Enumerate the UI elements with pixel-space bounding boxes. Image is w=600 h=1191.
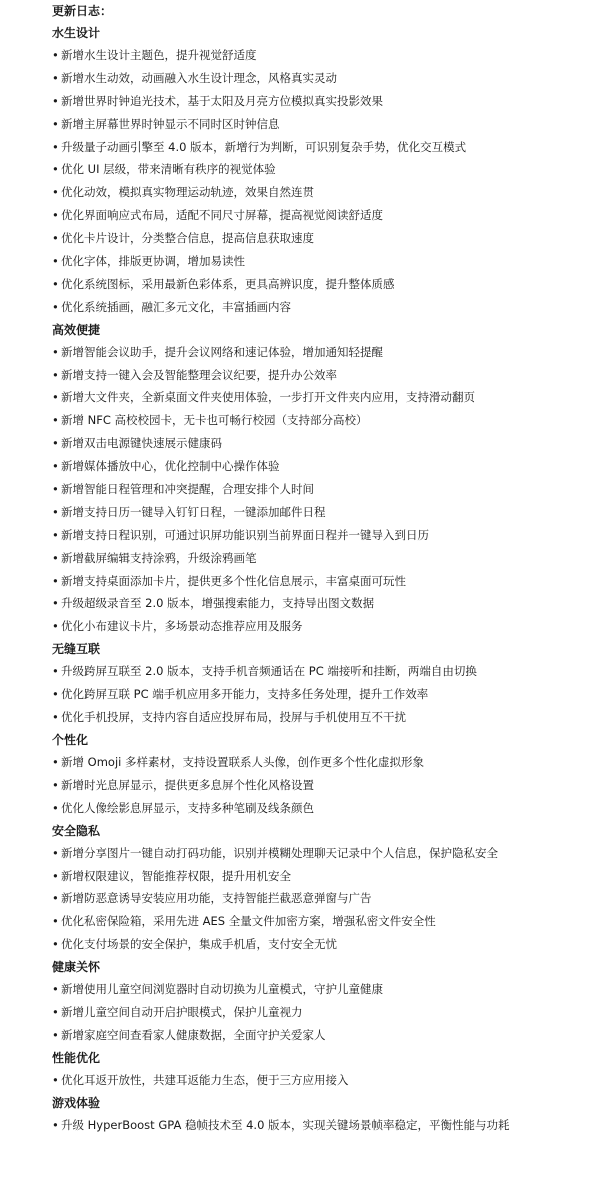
bullet-dot: • [52,800,59,815]
changelog-section [52,729,598,820]
changelog-document [52,0,598,1137]
list-item-text: 优化动效，模拟真实物理运动轨迹，效果自然连贯 [61,185,314,200]
list-item [52,592,598,615]
list-item [52,478,598,501]
bullet-dot: • [52,504,59,519]
section-heading: 高效便捷 [52,322,101,337]
list-item [52,181,598,204]
list-item [52,113,598,136]
list-item-text: 优化人像绘影息屏显示，支持多种笔刷及线条颜色 [61,800,314,815]
bullet-dot: • [52,868,59,883]
list-item-text: 升级 HyperBoost GPA 稳帧技术至 4.0 版本，实现关键场景帧率稳定，平衡性能与功耗 [61,1117,510,1132]
list-item-text: 优化私密保险箱，采用先进 AES 全量文件加密方案，增强私密文件安全性 [61,914,436,929]
list-item-text: 新增支持日程识别，可通过识屏功能识别当前界面日程并一键导入到日历 [61,527,429,542]
section-heading: 水生设计 [52,26,101,40]
list-item-text: 新增双击电源键快速展示健康码 [61,436,222,451]
list-item [52,683,598,706]
list-item-text: 新增使用儿童空间浏览器时自动切换为儿童模式，守护儿童健康 [61,982,383,997]
list-item [52,227,598,250]
list-item-text: 升级超级录音至 2.0 版本，增强搜索能力，支持导出图文数据 [61,596,375,611]
bullet-dot: • [52,687,59,702]
list-item [52,296,598,319]
list-item-text: 优化卡片设计，分类整合信息，提高信息获取速度 [61,231,314,246]
list-item [52,933,598,956]
bullet-dot: • [52,116,59,131]
list-item [52,978,598,1001]
list-item-text: 新增时光息屏显示，提供更多息屏个性化风格设置 [61,777,314,792]
list-item-text: 优化跨屏互联 PC 端手机应用多开能力，支持多任务处理，提升工作效率 [61,687,429,702]
changelog-section [52,319,598,639]
bullet-dot: • [52,367,59,382]
list-item [52,341,598,364]
list-item [52,910,598,933]
list-item [52,1001,598,1024]
list-item [52,1024,598,1047]
list-item [52,660,598,683]
bullet-dot: • [52,231,59,246]
bullet-dot: • [52,596,59,611]
changelog-section [52,638,598,729]
bullet-dot: • [52,344,59,359]
list-item-text: 新增支持桌面添加卡片，提供更多个性化信息展示，丰富桌面可玩性 [61,573,406,588]
list-item-text: 新增大文件夹，全新桌面文件夹使用体验，一步打开文件夹内应用，支持滑动翻页 [61,390,475,405]
list-item-text: 优化小布建议卡片，多场景动态推荐应用及服务 [61,619,303,634]
list-item-text: 新增 NFC 高校校园卡，无卡也可畅行校园（支持部分高校） [61,413,368,428]
list-item-text: 新增防恶意诱导安装应用功能，支持智能拦截恶意弹窗与广告 [61,891,372,906]
list-item-text: 升级跨屏互联至 2.0 版本，支持手机音频通话在 PC 端接听和挂断，两端自由切换 [61,664,477,679]
changelog-section [52,956,598,1047]
list-item [52,273,598,296]
list-item [52,455,598,478]
list-item [52,887,598,910]
bullet-dot: • [52,139,59,154]
bullet-dot: • [52,208,59,223]
changelog-section [52,820,598,956]
bullet-dot: • [52,1072,59,1087]
list-item [52,158,598,181]
bullet-dot: • [52,527,59,542]
list-item [52,364,598,387]
list-item [52,751,598,774]
bullet-dot: • [52,664,59,679]
bullet-dot: • [52,937,59,952]
list-item-text: 新增截屏编辑支持涂鸦，升级涂鸦画笔 [61,550,257,565]
list-item-text: 升级量子动画引擎至 4.0 版本，新增行为判断，可识别复杂手势，优化交互模式 [61,139,467,154]
list-item [52,501,598,524]
list-item-text: 新增主屏幕世界时钟显示不同时区时钟信息 [61,116,280,131]
list-item [52,44,598,67]
bullet-dot: • [52,914,59,929]
bullet-dot: • [52,891,59,906]
list-item-text: 新增世界时钟追光技术，基于太阳及月亮方位模拟真实投影效果 [61,93,383,108]
bullet-dot: • [52,1027,59,1042]
list-item-text: 新增分享图片一键自动打码功能，识别并模糊处理聊天记录中个人信息，保护隐私安全 [61,845,498,860]
list-item-text: 新增支持日历一键导入钉钉日程，一键添加邮件日程 [61,504,326,519]
list-item-text: 优化界面响应式布局，适配不同尺寸屏幕，提高视觉阅读舒适度 [61,208,383,223]
list-item [52,547,598,570]
section-heading: 性能优化 [52,1050,101,1065]
list-item [52,774,598,797]
bullet-dot: • [52,48,59,62]
bullet-dot: • [52,276,59,291]
list-item [52,90,598,113]
bullet-dot: • [52,254,59,269]
list-item [52,797,598,820]
list-item [52,865,598,888]
bullet-dot: • [52,777,59,792]
list-item-text: 新增智能日程管理和冲突提醒，合理安排个人时间 [61,482,314,497]
list-item [52,842,598,865]
list-item [52,386,598,409]
list-item-text: 优化系统图标，采用最新色彩体系，更具高辨识度，提升整体质感 [61,276,395,291]
bullet-dot: • [52,185,59,200]
bullet-dot: • [52,482,59,497]
bullet-dot: • [52,390,59,405]
section-heading: 无缝互联 [52,642,101,657]
list-item [52,1114,598,1137]
bullet-dot: • [52,619,59,634]
list-item [52,250,598,273]
list-item-text: 新增权限建议，智能推荐权限，提升用机安全 [61,868,291,883]
list-item [52,409,598,432]
bullet-dot: • [52,299,59,314]
changelog-section [52,1092,598,1137]
bullet-dot: • [52,845,59,860]
section-heading: 健康关怀 [52,960,101,975]
list-item-text: 新增水生设计主题色，提升视觉舒适度 [61,48,257,62]
bullet-dot: • [52,1004,59,1019]
bullet-dot: • [52,162,59,177]
list-item [52,1069,598,1092]
bullet-dot: • [52,710,59,725]
section-heading: 游戏体验 [52,1095,101,1110]
changelog-title: 更新日志： [52,4,113,18]
list-item-text: 优化字体，排版更协调，增加易读性 [61,254,245,269]
list-item-text: 优化系统插画，融汇多元文化，丰富插画内容 [61,299,291,314]
list-item [52,67,598,90]
changelog-section [52,22,598,319]
list-item-text: 新增水生动效，动画融入水生设计理念，风格真实灵动 [61,70,337,85]
section-heading: 个性化 [52,732,89,747]
list-item-text: 新增媒体播放中心，优化控制中心操作体验 [61,459,280,474]
list-item [52,136,598,159]
list-item-text: 新增 Omoji 多样素材，支持设置联系人头像，创作更多个性化虚拟形象 [61,754,424,769]
bullet-dot: • [52,982,59,997]
list-item-text: 新增家庭空间查看家人健康数据，全面守护关爱家人 [61,1027,326,1042]
list-item-text: 优化耳返开放性，共建耳返能力生态，便于三方应用接入 [61,1072,349,1087]
bullet-dot: • [52,1117,59,1132]
bullet-dot: • [52,573,59,588]
bullet-dot: • [52,550,59,565]
bullet-dot: • [52,459,59,474]
changelog-sections [52,22,598,1137]
list-item [52,706,598,729]
bullet-dot: • [52,436,59,451]
bullet-dot: • [52,70,59,85]
bullet-dot: • [52,413,59,428]
bullet-dot: • [52,93,59,108]
list-item [52,570,598,593]
list-item [52,524,598,547]
list-item-text: 优化支付场景的安全保护，集成手机盾，支付安全无忧 [61,937,337,952]
list-item-text: 新增儿童空间自动开启护眼模式，保护儿童视力 [61,1004,303,1019]
bullet-dot: • [52,754,59,769]
list-item [52,615,598,638]
section-heading: 安全隐私 [52,823,101,838]
list-item [52,204,598,227]
list-item-text: 新增智能会议助手，提升会议网络和速记体验，增加通知轻提醒 [61,344,383,359]
list-item-text: 优化 UI 层级，带来清晰有秩序的视觉体验 [61,162,276,177]
list-item [52,432,598,455]
changelog-section [52,1047,598,1092]
list-item-text: 新增支持一键入会及智能整理会议纪要，提升办公效率 [61,367,337,382]
list-item-text: 优化手机投屏，支持内容自适应投屏布局，投屏与手机使用互不干扰 [61,710,406,725]
